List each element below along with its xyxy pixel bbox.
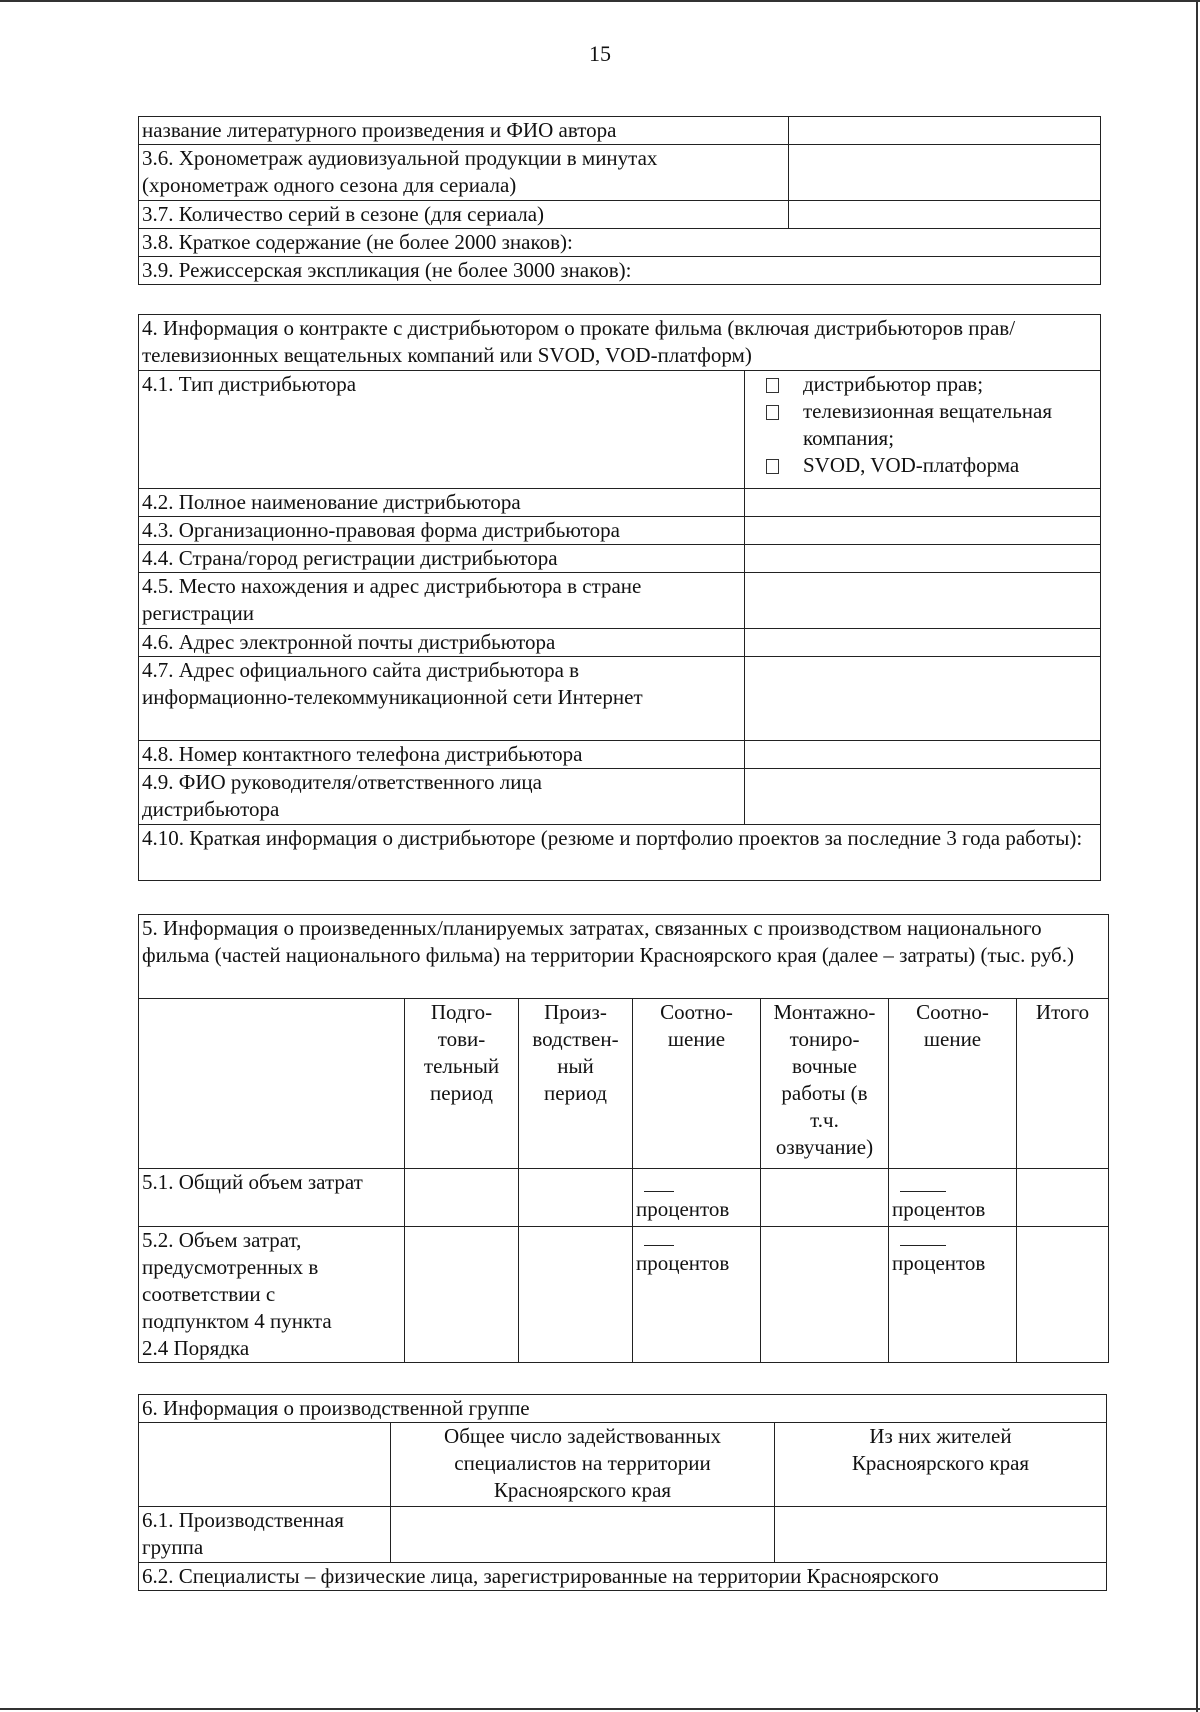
option-label: телевизионная вещательная компания;: [803, 399, 1053, 450]
section4-header: 4. Информация о контракте с дистрибьютором о прокате фильма (включая дистрибьюторов прав/телевизионных вещательных компаний или SVOD, VOD-платформ): [139, 315, 1101, 371]
value-cell[interactable]: [789, 117, 1101, 145]
value-cell[interactable]: [745, 741, 1101, 769]
table-row: [139, 371, 1101, 489]
value-cell[interactable]: [745, 657, 1101, 741]
column-header: Подго-тови-тельный период: [405, 999, 519, 1169]
row-label: 5.2. Объем затрат, предусмотренных в соответствии с подпунктом 4 пункта 2.4 Порядка: [139, 1227, 405, 1363]
value-cell[interactable]: [745, 769, 1101, 825]
page-number: 15: [589, 41, 611, 66]
option-rights-distributor[interactable]: [748, 371, 1097, 398]
blank-line: [644, 1245, 674, 1246]
table-row: [139, 117, 1101, 145]
ratio-unit: процентов: [636, 1251, 730, 1275]
checkbox-icon[interactable]: [766, 405, 779, 420]
row-label: 6.1. Производственная группа: [139, 1507, 391, 1563]
scan-top-edge: [0, 0, 1200, 2]
table-row: [139, 1227, 1109, 1363]
table-row: [139, 1507, 1107, 1563]
value-cell[interactable]: [745, 629, 1101, 657]
value-cell[interactable]: [761, 1169, 889, 1227]
row-label: 4.7. Адрес официального сайта дистрибьютора в информационно-телекоммуникационной сети Интернет: [139, 657, 745, 741]
table-row: [139, 145, 1101, 201]
table-row: [139, 1169, 1109, 1227]
table-row: [139, 741, 1101, 769]
value-cell[interactable]: [775, 1507, 1107, 1563]
row-label: 4.5. Место нахождения и адрес дистрибьютора в стране регистрации: [139, 573, 745, 629]
distributor-type-label: 4.1. Тип дистрибьютора: [139, 371, 745, 489]
row-label: 6.2. Специалисты – физические лица, зарегистрированные на территории Красноярского: [139, 1563, 1107, 1591]
row-label: 3.6. Хронометраж аудиовизуальной продукции в минутах (хронометраж одного сезона для сериала): [139, 145, 789, 201]
value-cell[interactable]: [405, 1169, 519, 1227]
section6-table: [138, 1394, 1107, 1591]
section4-table: [138, 314, 1101, 881]
option-svod-vod[interactable]: [748, 452, 1097, 479]
value-cell[interactable]: [519, 1227, 633, 1363]
value-cell[interactable]: [745, 573, 1101, 629]
table-row: [139, 915, 1109, 999]
column-header: Итого: [1017, 999, 1109, 1169]
option-label: SVOD, VOD-платформа: [803, 453, 1020, 477]
ratio-unit: процентов: [892, 1251, 986, 1275]
ratio-cell[interactable]: [633, 1227, 761, 1363]
table-row: [139, 769, 1101, 825]
value-cell[interactable]: [1017, 1169, 1109, 1227]
section4-footer: 4.10. Краткая информация о дистрибьюторе (резюме и портфолио проектов за последние 3 года работы):: [139, 825, 1101, 881]
table-header-row: [139, 999, 1109, 1169]
ratio-cell[interactable]: [633, 1169, 761, 1227]
value-cell[interactable]: [789, 201, 1101, 229]
table-row: [139, 573, 1101, 629]
table-row: [139, 1563, 1107, 1591]
row-label: 4.8. Номер контактного телефона дистрибьютора: [139, 741, 745, 769]
scan-right-edge: [1196, 0, 1198, 1712]
blank-line: [644, 1191, 674, 1192]
column-header: Произ-водствен-ный период: [519, 999, 633, 1169]
table-row: [139, 489, 1101, 517]
column-header: Монтажно-тониро-вочные работы (в т.ч. озвучание): [761, 999, 889, 1169]
table-row: [139, 657, 1101, 741]
column-header: Из них жителей Красноярского края: [775, 1423, 1107, 1507]
row-label: 3.7. Количество серий в сезоне (для сериала): [139, 201, 789, 229]
blank-line: [900, 1245, 946, 1246]
table-row: [139, 545, 1101, 573]
table-row: [139, 629, 1101, 657]
row-label: 4.3. Организационно-правовая форма дистрибьютора: [139, 517, 745, 545]
scan-bottom-edge: [0, 1708, 1200, 1710]
table-row: [139, 315, 1101, 371]
ratio-cell[interactable]: [889, 1227, 1017, 1363]
column-header: Соотно-шение: [889, 999, 1017, 1169]
section5-header: 5. Информация о произведенных/планируемых затратах, связанных с производством национального фильма (частей национального фильма) на территории Красноярского края (далее – затраты) (тыс. руб.): [139, 915, 1109, 999]
row-label: 3.8. Краткое содержание (не более 2000 знаков):: [139, 229, 1101, 257]
section3-table: [138, 116, 1101, 285]
row-label: 4.9. ФИО руководителя/ответственного лица дистрибьютора: [139, 769, 745, 825]
column-header: Соотно-шение: [633, 999, 761, 1169]
blank-line: [900, 1191, 946, 1192]
row-label: название литературного произведения и ФИО автора: [139, 117, 789, 145]
table-header-row: [139, 1423, 1107, 1507]
checkbox-icon[interactable]: [766, 459, 779, 474]
ratio-cell[interactable]: [889, 1169, 1017, 1227]
section6-header: 6. Информация о производственной группе: [139, 1395, 1107, 1423]
value-cell[interactable]: [745, 489, 1101, 517]
table-row: [139, 257, 1101, 285]
value-cell[interactable]: [761, 1227, 889, 1363]
ratio-unit: процентов: [892, 1197, 986, 1221]
row-label: 5.1. Общий объем затрат: [139, 1169, 405, 1227]
ratio-unit: процентов: [636, 1197, 730, 1221]
table-row: [139, 229, 1101, 257]
table-row: [139, 825, 1101, 881]
table-row: [139, 517, 1101, 545]
value-cell[interactable]: [405, 1227, 519, 1363]
column-header: Общее число задействованных специалистов на территории Красноярского края: [391, 1423, 775, 1507]
value-cell[interactable]: [745, 517, 1101, 545]
row-label: 4.4. Страна/город регистрации дистрибьютора: [139, 545, 745, 573]
distributor-type-options: [745, 371, 1101, 489]
empty-header-cell: [139, 999, 405, 1169]
table-row: [139, 1395, 1107, 1423]
value-cell[interactable]: [519, 1169, 633, 1227]
value-cell[interactable]: [1017, 1227, 1109, 1363]
row-label: 4.6. Адрес электронной почты дистрибьютора: [139, 629, 745, 657]
empty-header-cell: [139, 1423, 391, 1507]
row-label: 3.9. Режиссерская экспликация (не более 3000 знаков):: [139, 257, 1101, 285]
value-cell[interactable]: [789, 145, 1101, 201]
table-row: [139, 201, 1101, 229]
option-label: дистрибьютор прав;: [803, 372, 984, 396]
value-cell[interactable]: [745, 545, 1101, 573]
section5-table: [138, 914, 1109, 1363]
option-tv-broadcaster[interactable]: [748, 398, 1097, 452]
checkbox-icon[interactable]: [766, 378, 779, 393]
row-label: 4.2. Полное наименование дистрибьютора: [139, 489, 745, 517]
value-cell[interactable]: [391, 1507, 775, 1563]
